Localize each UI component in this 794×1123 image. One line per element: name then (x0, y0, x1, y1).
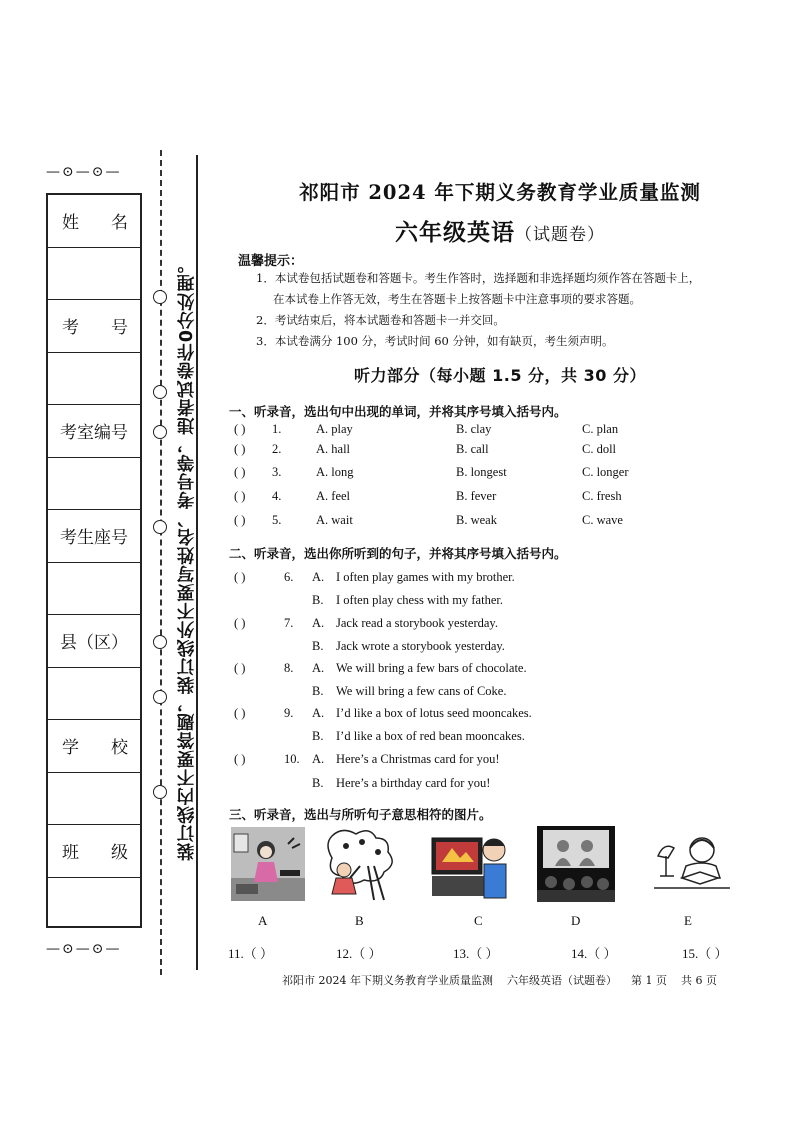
option-b: Jack wrote a storybook yesterday. (336, 639, 505, 653)
name-label-1: 姓 (62, 213, 79, 234)
option-a: A. feel (316, 489, 351, 503)
question-row (234, 422, 774, 440)
bottom-decoration: —⊙—⊙— (46, 941, 122, 957)
answer-blank[interactable]: ( ) (234, 661, 246, 675)
seat-number-field[interactable] (48, 563, 140, 616)
option-a-label: A. (312, 616, 325, 630)
question-row (234, 639, 774, 657)
cinema-audience-illustration (537, 826, 615, 902)
option-b: I often play chess with my father. (336, 593, 503, 607)
question-row (234, 513, 774, 531)
boy-watching-tv-illustration (430, 826, 512, 902)
option-a-label: A. (312, 661, 325, 675)
exam-number-label-2: 号 (111, 318, 128, 339)
option-b-label: B. (312, 684, 324, 698)
part2-heading: 二、听录音，选出你所听到的句子，并将其序号填入括号内。 (229, 546, 567, 561)
name-field[interactable] (48, 248, 140, 301)
question-number: 8. (284, 661, 294, 675)
option-c: C. plan (582, 422, 619, 436)
option-b: B. fever (456, 489, 497, 503)
picture-label-a: A (258, 913, 268, 928)
school-label-2: 校 (111, 738, 128, 759)
option-b: B. weak (456, 513, 497, 527)
option-a-label: A. (312, 570, 325, 584)
footer-subject: 六年级英语（试题卷） (507, 974, 617, 987)
question-number: 10. (284, 752, 300, 766)
option-a: I’d like a box of lotus seed mooncakes. (336, 706, 532, 720)
question-row (234, 465, 774, 483)
question-row (234, 442, 774, 460)
seat-number-label: 考生座号 (48, 510, 140, 563)
option-b: We will bring a few cans of Coke. (336, 684, 507, 698)
option-c: C. wave (582, 513, 623, 527)
answer-blank-12[interactable]: 12.（ ） (336, 946, 382, 961)
option-b: Here’s a birthday card for you! (336, 776, 491, 790)
question-number: 7. (284, 616, 294, 630)
option-b-label: B. (312, 776, 324, 790)
answer-blank[interactable]: ( ) (234, 465, 246, 479)
class-label-1: 班 (62, 843, 79, 864)
binding-hole-icon (153, 785, 167, 799)
answer-blank-14[interactable]: 14.（ ） (571, 946, 617, 961)
exam-room-field[interactable] (48, 458, 140, 511)
option-a: I often play games with my brother. (336, 570, 515, 584)
question-number: 3. (272, 465, 282, 479)
subtitle-main: 六年级英语 (395, 220, 515, 246)
tip-1-continued: 在本试卷上作答无效，考生在答题卡上按答题卡中注意事项的要求答题。 (273, 292, 641, 306)
question-row (234, 616, 774, 634)
picture-label-b: B (355, 913, 364, 928)
footer-page-number: 第 1 页 (631, 974, 667, 987)
boy-reading-book-illustration (652, 826, 732, 902)
option-a-label: A. (312, 752, 325, 766)
option-a: A. wait (316, 513, 353, 527)
tip-1: 1．本试卷包括试题卷和答题卡。考生作答时，选择题和非选择题均须作答在答题卡上， (256, 271, 701, 285)
answer-blank-11[interactable]: 11.（ ） (228, 946, 274, 961)
footer-exam-name: 祁阳市 2024 年下期义务教育学业质量监测 (282, 974, 493, 987)
answer-blank-13[interactable]: 13.（ ） (453, 946, 499, 961)
class-label-2: 级 (111, 843, 128, 864)
picture-label-d: D (571, 913, 581, 928)
exam-title: 祁阳市 2024 年下期义务教育学业质量监测 (299, 181, 701, 204)
answer-blank-15[interactable]: 15.（ ） (682, 946, 728, 961)
option-a: A. hall (316, 442, 351, 456)
listening-heading: 听力部分（每小题 1.5 分，共 30 分） (354, 366, 646, 385)
answer-blank[interactable]: ( ) (234, 616, 246, 630)
footer-total-pages: 共 6 页 (681, 974, 717, 987)
question-row (234, 752, 774, 770)
question-row (234, 489, 774, 507)
answer-blank[interactable]: ( ) (234, 706, 246, 720)
binding-warning: 装订线内不要答题，装订线外不要写姓名、考号等，违者试卷作0分处理。 (177, 255, 197, 861)
county-label: 县（区） (48, 615, 140, 668)
option-a: We will bring a few bars of chocolate. (336, 661, 527, 675)
class-field[interactable] (48, 878, 140, 931)
option-c: C. longer (582, 465, 629, 479)
question-row (234, 593, 774, 611)
school-label-row (48, 720, 140, 773)
school-label-1: 学 (62, 738, 79, 759)
answer-blank[interactable]: ( ) (234, 570, 246, 584)
binding-hole-icon (153, 425, 167, 439)
option-b: B. clay (456, 422, 492, 436)
binding-dashed-line (160, 150, 162, 975)
tip-2: 2．考试结束后，将本试题卷和答题卡一并交回。 (256, 313, 505, 327)
option-b: I’d like a box of red bean mooncakes. (336, 729, 525, 743)
binding-hole-icon (153, 385, 167, 399)
student-info-table (46, 193, 142, 928)
option-b-label: B. (312, 639, 324, 653)
part3-heading: 三、听录音，选出与所听句子意思相符的图片。 (229, 807, 492, 822)
part1-heading: 一、听录音，选出句中出现的单词，并将其序号填入括号内。 (229, 404, 567, 419)
class-label-row (48, 825, 140, 878)
answer-blank[interactable]: ( ) (234, 489, 246, 503)
question-number: 9. (284, 706, 294, 720)
exam-number-label-1: 考 (62, 318, 79, 339)
girl-cooking-illustration (230, 826, 306, 902)
option-a-label: A. (312, 706, 325, 720)
question-number: 2. (272, 442, 282, 456)
school-field[interactable] (48, 773, 140, 826)
question-number: 5. (272, 513, 282, 527)
name-label-row (48, 195, 140, 248)
answer-blank[interactable]: ( ) (234, 513, 246, 527)
option-a: Here’s a Christmas card for you! (336, 752, 500, 766)
subtitle-paren: （试题卷） (515, 225, 605, 245)
question-row (234, 684, 774, 702)
picture-label-e: E (684, 913, 692, 928)
binding-hole-icon (153, 690, 167, 704)
binding-hole-icon (153, 520, 167, 534)
picture-label-c: C (474, 913, 483, 928)
exam-number-label-row (48, 300, 140, 353)
option-a: A. long (316, 465, 354, 479)
question-row (234, 706, 774, 724)
exam-number-field[interactable] (48, 353, 140, 406)
exam-subtitle (222, 214, 778, 247)
question-number: 1. (272, 422, 282, 436)
girl-picking-apples-illustration (322, 826, 402, 902)
answer-blank[interactable]: ( ) (234, 752, 246, 766)
tips-label: 温馨提示： (238, 254, 304, 269)
exam-room-label: 考室编号 (48, 405, 140, 458)
question-row (234, 776, 774, 794)
name-label-2: 名 (111, 213, 128, 234)
option-c: C. doll (582, 442, 617, 456)
option-b-label: B. (312, 593, 324, 607)
county-field[interactable] (48, 668, 140, 721)
binding-hole-icon (153, 635, 167, 649)
question-row (234, 729, 774, 747)
answer-blank[interactable]: ( ) (234, 442, 246, 456)
option-c: C. fresh (582, 489, 622, 503)
question-number: 4. (272, 489, 282, 503)
binding-hole-icon (153, 290, 167, 304)
answer-blank[interactable]: ( ) (234, 422, 246, 436)
option-a: A. play (316, 422, 353, 436)
question-row (234, 570, 774, 588)
margin-line (196, 155, 198, 970)
option-b: B. longest (456, 465, 507, 479)
option-b-label: B. (312, 729, 324, 743)
option-b: B. call (456, 442, 489, 456)
question-row (234, 661, 774, 679)
question-number: 6. (284, 570, 294, 584)
tip-3: 3．本试卷满分 100 分，考试时间 60 分钟，如有缺页，考生须声明。 (256, 334, 614, 348)
page-footer (282, 972, 717, 988)
option-a: Jack read a storybook yesterday. (336, 616, 498, 630)
top-decoration: —⊙—⊙— (46, 164, 122, 180)
